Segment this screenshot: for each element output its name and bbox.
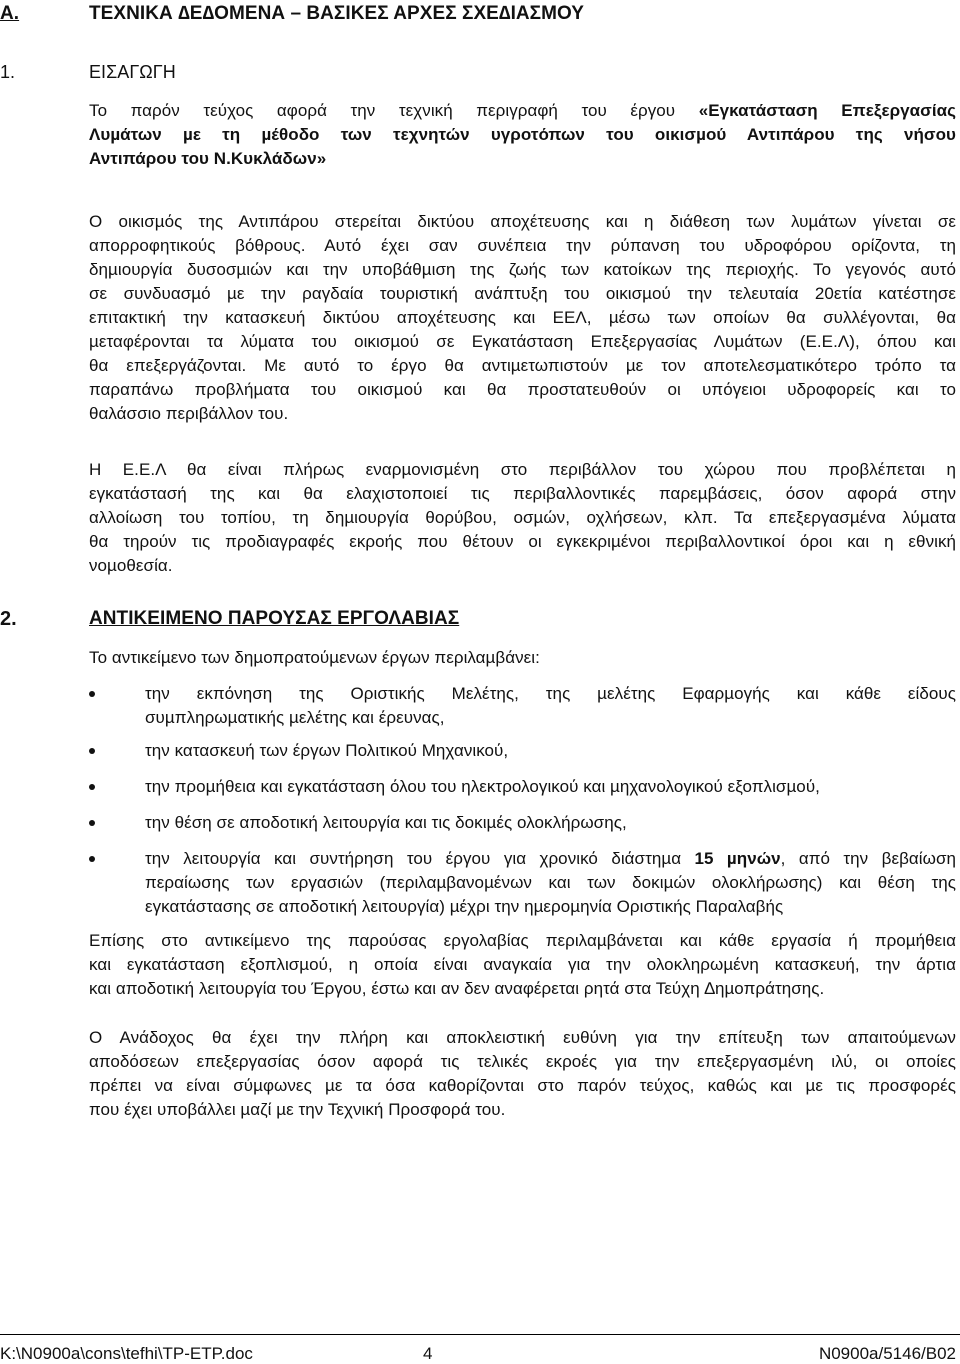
p3-line-2: εγκατάστασή της και θα ελαχιστοποιεί τις περιβαλλοντικές παρεµβάσεις, όσον αφορά στην: [89, 484, 956, 503]
footer-doc-code: N0900a/5146/B02: [818, 1344, 956, 1363]
p3-line-4: θα τηρούν τις προδιαγραφές εκροής που θέτουν οι εγκεκριµένοι περιβαλλοντικοί όροι και η εθνική: [89, 532, 956, 551]
p2-line-7: θα επεξεργάζονται. Με αυτό το έργο θα αντιµετωπιστούν µε τον αποτελεσµατικότερο τρόπο τα: [89, 356, 956, 375]
contractor-line-2: αποδόσεων επεξεργασίας όσον αφορά τις τελικές εκροές για την επεξεργασµένη ιλύ, οι οποίες: [89, 1052, 956, 1071]
p3-line-3: αλλοίωση του τοπίου, τη δηµιουργία θορύβου, οσµών, οχλήσεων, κλπ. Τα επεξεργασµένα λύµατα: [89, 508, 956, 527]
contractor-line-3: πρέπει να είναι σύµφωνες µε τα όσα καθορίζονται στο παρόν τεύχος, καθώς και µε τις προσφορές: [89, 1076, 956, 1095]
main-heading-letter: Α.: [0, 3, 20, 24]
main-heading-title: ΤΕΧΝΙΚΑ ∆Ε∆ΟΜΕΝΑ – ΒΑΣΙΚΕΣ ΑΡΧΕΣ ΣΧΕ∆ΙΑΣΜΟΥ: [89, 3, 585, 24]
bullet5-line-3: εγκατάστασης σε αποδοτική λειτουργία) µέχρι την ηµεροµηνία Οριστικής Παραλαβής: [145, 897, 784, 916]
bullet2: την κατασκευή των έργων Πολιτικού Μηχανικού,: [145, 741, 509, 760]
bullet-icon: [89, 748, 95, 754]
section1-number: 1.: [0, 62, 16, 82]
contractor-line-1: Ο Ανάδοχος θα έχει την πλήρη και αποκλειστική ευθύνη για την επίτευξη των απαιτούµενων: [89, 1028, 956, 1047]
p2-line-1: Ο οικισµός της Αντιπάρου στερείται δικτύου αποχέτευσης και η διάθεση των λυµάτων γίνεται σε: [89, 212, 956, 231]
p3-line-1: Η Ε.Ε.Λ θα είναι πλήρως εναρµονισµένη στο περιβάλλον του χώρου που προβλέπεται η: [89, 460, 956, 479]
p2-line-6: µεταφέρονται τα λύµατα του οικισµού σε Εγκατάσταση Επεξεργασίας Λυµάτων (Ε.Ε.Λ), όπου και: [89, 332, 956, 351]
footer-page-number: 4: [423, 1344, 433, 1363]
bullet5-line-1: την λειτουργία και συντήρηση του έργου για χρονικό διάστηµα 15 µηνών, από την βεβαίωση: [145, 849, 956, 868]
p2-line-5: επιτακτική την κατασκευή δικτύου αποχέτευσης και ΕΕΛ, µέσω των οποίων θα συλλέγονται, θα: [89, 308, 956, 327]
bullet-icon: [89, 784, 95, 790]
bullet-icon: [89, 691, 95, 697]
bullet4: την θέση σε αποδοτική λειτουργία και τις δοκιµές ολοκλήρωσης,: [145, 813, 627, 832]
also-line-2: και εγκατάσταση εξοπλισµού, η οποία είναι αναγκαία για την ολοκληρωµένη κατασκευή, την άρτια: [89, 955, 956, 974]
bullet5-line-2: περαίωσης των εργασιών (περιλαµβανοµένων και των δοκιµών ολοκλήρωσης) και θέση της: [145, 873, 956, 892]
bullet-icon: [89, 856, 95, 862]
p2-line-4: σε συνδυασµό µε την ραγδαία τουριστική ανάπτυξη του οικισµού την τελευταία 20ετία κατέστησε: [89, 284, 956, 303]
footer-file-path: K:\N0900a\cons\tefhi\TP-ETP.doc: [0, 1344, 253, 1363]
section1-title: ΕΙΣΑΓΩΓΗ: [89, 62, 176, 82]
section2-intro: Το αντικείµενο των δηµοπρατούµενων έργων περιλαµβάνει:: [89, 648, 540, 667]
footer-divider: [0, 1334, 960, 1335]
intro-line-2: Λυµάτων µε τη µέθοδο των τεχνητών υγροτόπων του οικισµού Αντιπάρου της νήσου: [89, 125, 956, 144]
bullet1-line-1: την εκπόνηση της Οριστικής Μελέτης, της µελέτης Εφαρµογής και κάθε είδους: [145, 684, 956, 703]
bullet-icon: [89, 820, 95, 826]
p2-line-2: απορροφητικούς βόθρους. Αυτό έχει σαν συνέπεια την ρύπανση του υδροφόρου ορίζοντα, τη: [89, 236, 956, 255]
contractor-line-4: που έχει υποβάλλει µαζί µε την Τεχνική Προσφορά του.: [89, 1100, 506, 1119]
p2-line-3: δηµιουργία δυσοσµιών και την υποβάθµιση της ζωής των κατοίκων της περιοχής. Το γεγονός αυτό: [89, 260, 956, 279]
intro-line-1: Το παρόν τεύχος αφορά την τεχνική περιγραφή του έργου «Εγκατάσταση Επεξεργασίας: [89, 101, 956, 120]
bullet1-line-2: συµπληρωµατικής µελέτης και έρευνας,: [145, 708, 445, 727]
section2-number: 2.: [0, 608, 17, 630]
also-line-1: Επίσης στο αντικείµενο της παρούσας εργολαβίας περιλαµβάνεται και κάθε εργασία ή προµήθεια: [89, 931, 956, 950]
section2-title: ΑΝΤΙΚΕΙΜΕΝΟ ΠΑΡΟΥΣΑΣ ΕΡΓΟΛΑΒΙΑΣ: [89, 608, 460, 629]
p2-line-9: θαλάσσιο περιβάλλον του.: [89, 404, 289, 423]
also-line-3: και αποδοτική λειτουργία του Έργου, έστω και αν δεν αναφέρεται ρητά στα Τεύχη ∆ηµοπράτησης.: [89, 979, 825, 998]
intro-line-3: Αντιπάρου του Ν.Κυκλάδων»: [89, 149, 327, 168]
bullet3: την προµήθεια και εγκατάσταση όλου του ηλεκτρολογικού και µηχανολογικού εξοπλισµού,: [145, 777, 820, 796]
p3-line-5: νοµοθεσία.: [89, 556, 173, 575]
p2-line-8: παραπάνω προβλήµατα του οικισµού και θα προστατευθούν οι υπόγειοι υδροφορείς και το: [89, 380, 956, 399]
